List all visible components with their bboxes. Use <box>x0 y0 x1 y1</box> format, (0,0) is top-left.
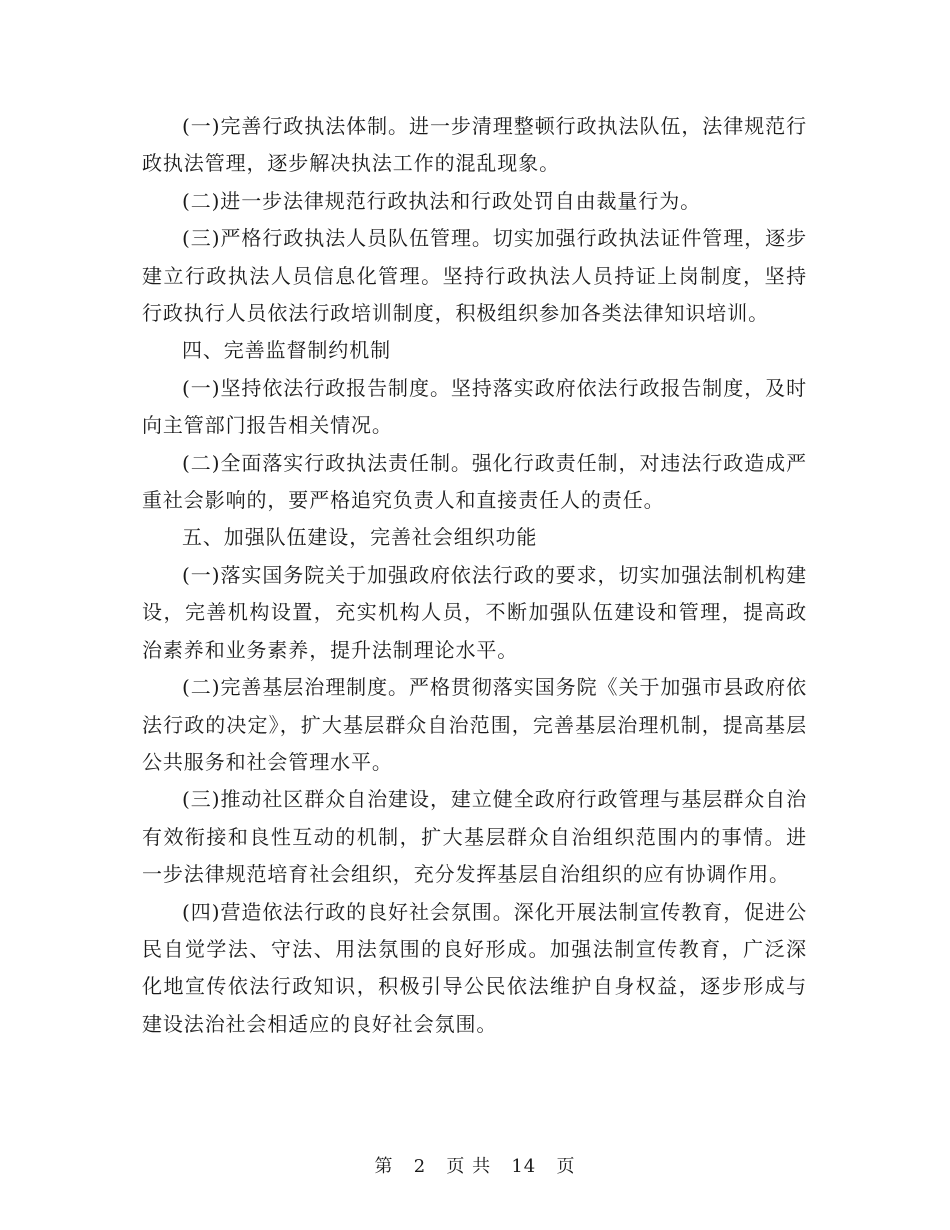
page-label-mid: 页 共 <box>446 1156 492 1177</box>
total-pages-number: 14 <box>511 1156 537 1177</box>
section-heading-5: 五、加强队伍建设，完善社会组织功能 <box>182 525 538 550</box>
paragraph-10: (三)推动社区群众自治建设，建立健全政府行政管理与基层群众自治有效衔接和良性互动的机制，扩大基层群众自治组织范围内的事情。进一步法律规范培育社会组织，充分发挥基层自治组织的应有协调作用。 <box>142 787 807 887</box>
paragraph-8: (一)落实国务院关于加强政府依法行政的要求，切实加强法制机构建设，完善机构设置，充实机构人员，不断加强队伍建设和管理，提高政治素养和业务素养，提升法制理论水平。 <box>142 562 807 662</box>
document-body <box>142 108 807 1043</box>
paragraph-1: (一)完善行政执法体制。进一步清理整顿行政执法队伍，法律规范行政执法管理，逐步解决执法工作的混乱现象。 <box>142 114 807 176</box>
paragraph-9: (二)完善基层治理制度。严格贯彻落实国务院《关于加强市县政府依法行政的决定》，扩大基层群众自治范围，完善基层治理机制，提高基层公共服务和社会管理水平。 <box>142 675 807 774</box>
paragraph-6: (二)全面落实行政执法责任制。强化行政责任制，对违法行政造成严重社会影响的，要严格追究负责人和直接责任人的责任。 <box>142 450 807 513</box>
current-page-number: 2 <box>413 1156 427 1177</box>
paragraph-11: (四)营造依法行政的良好社会氛围。深化开展法制宣传教育，促进公民自觉学法、守法、用法氛围的良好形成。加强法制宣传教育，广泛深化地宣传依法行政知识，积极引导公民依法维护自身权益，逐步形成与建设法治社会相适应的良好社会氛围。 <box>142 899 807 1036</box>
page-footer <box>0 1152 950 1178</box>
section-heading-4: 四、完善监督制约机制 <box>182 338 391 363</box>
page-label-prefix: 第 <box>374 1156 394 1177</box>
paragraph-3: (三)严格行政执法人员队伍管理。切实加强行政执法证件管理，逐步建立行政执法人员信息化管理。坚持行政执法人员持证上岗制度，坚持行政执行人员依法行政培训制度，积极组织参加各类法律知识培训。 <box>142 226 807 326</box>
paragraph-2: (二)进一步法律规范行政执法和行政处罚自由裁量行为。 <box>182 188 702 213</box>
paragraph-5: (一)坚持依法行政报告制度。坚持落实政府依法行政报告制度，及时向主管部门报告相关情况。 <box>142 375 807 438</box>
page-label-suffix: 页 <box>556 1156 576 1177</box>
